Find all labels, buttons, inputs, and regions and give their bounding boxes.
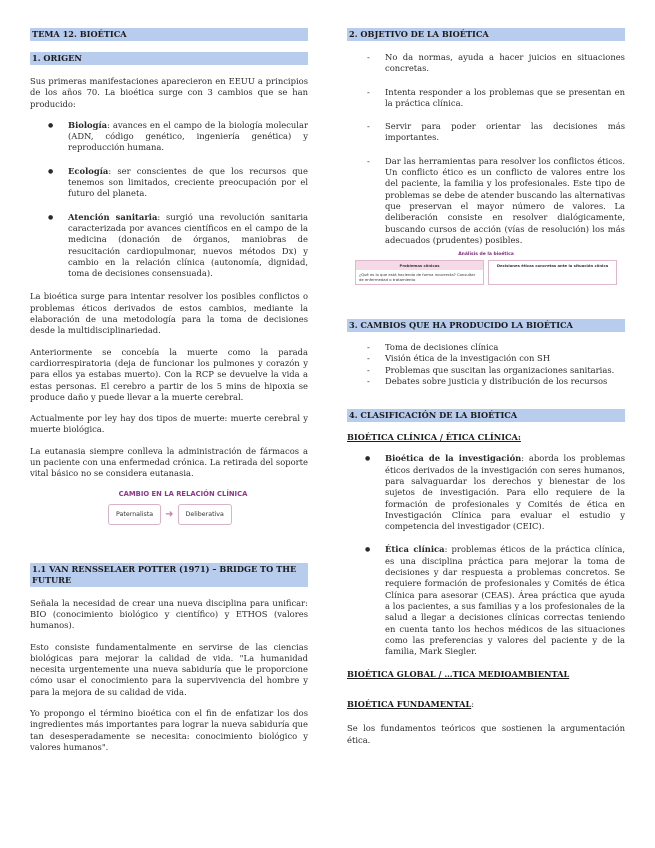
bullet-term: Ética clínica bbox=[385, 544, 445, 555]
bullet-text: : surgió una revolución sanitaria caracterizada por avances científicos en el campo de la medicina (donación de órganos, maniobras de resucitación cardiopulmonar, nuevos métodos Dx) y cambio en la relación clínica (autonomía, dignidad, toma de decisiones consensuada). bbox=[68, 211, 308, 279]
list-item bbox=[385, 544, 625, 657]
fundamental-paragraph: Se los fundamentos teóricos que sostienen la argumentación ética. bbox=[347, 723, 625, 745]
table-head: Problemas clínicos bbox=[356, 261, 483, 270]
origen-paragraph: La bioética surge para intentar resolver los posibles conflictos o problemas éticos derivados de estos cambios, mediante la elaboración de una metodología para la toma de decisiones desde la multidisciplinariedad. bbox=[30, 291, 308, 336]
bullet-text: : avances en el campo de la biología molecular (ADN, código genético, ingeniería genética) y reproducción humana. bbox=[68, 119, 308, 153]
list-item: - No da normas, ayuda a hacer juicios en situaciones concretas. bbox=[367, 52, 625, 75]
arrow-right-icon: ➜ bbox=[165, 508, 174, 520]
section-objetivo-header: 2. OBJETIVO DE LA BIOÉTICA bbox=[347, 28, 625, 41]
list-item bbox=[68, 166, 308, 200]
subheading-bioetica-clinica: BIOÉTICA CLÍNICA / ÉTICA CLÍNICA: bbox=[347, 432, 521, 443]
table-body: ¿Qué es lo que está haciendo de forma incorrecta? Consultar de enfermedad o tratamiento bbox=[359, 272, 476, 283]
table-head: Decisiones éticas concretas ante la situación clínica bbox=[489, 261, 616, 270]
section-potter-header: 1.1 VAN RENSSELAER POTTER (1971) – BRIDGE TO THE FUTURE bbox=[30, 563, 308, 587]
potter-paragraph: Esto consiste fundamentalmente en servirse de las ciencias biológicas para mejorar la calidad de vida. "La humanidad necesita urgentemente una nueva sabiduría que le proporcione cómo usar el conocimiento para la supervivencia del hombre y para la mejora de su calidad de vida. bbox=[30, 641, 308, 697]
subheading-bioetica-global: BIOÉTICA GLOBAL / …TICA MEDIOAMBIENTAL bbox=[347, 669, 570, 680]
list-item bbox=[68, 212, 308, 280]
list-item: - Problemas que suscitan las organizaciones sanitarias. bbox=[367, 365, 625, 376]
bullet-term: Bioética de la investigación bbox=[385, 453, 522, 464]
list-item bbox=[385, 453, 625, 532]
list-item: - Toma de decisiones clínica bbox=[367, 342, 625, 353]
list-item: - Intenta responder a los problemas que se presentan en la práctica clínica. bbox=[367, 87, 625, 110]
bullet-text: : aborda los problemas éticos derivados de la investigación con seres humanos, para salvaguardar los derechos y bienestar de los sujetos de investigación. Para ello requiere de la formación de profesionales y Comités de ética en Investigación Clínica para evaluar el estudio y competencia del investigador (CEIC). bbox=[385, 453, 626, 532]
objetivo-list bbox=[347, 52, 625, 246]
page-title: TEMA 12. BIOÉTICA bbox=[30, 28, 308, 41]
list-item: - Dar las herramientas para resolver los conflictos éticos. Un conflicto ético es un conflicto de valores entre los del paciente, la familia y los profesionales. Este tipo de problemas se debe de atender buscando las alternativas que preservan el mayor número de valores. La deliberación consiste en resolver dialógicamente, buscando cursos de acción (vías de resolución) los más adecuados (prudentes) posibles. bbox=[367, 156, 625, 246]
bullet-term: Biología bbox=[68, 119, 108, 130]
section-origen-header: 1. ORIGEN bbox=[30, 52, 308, 65]
diagram-title: CAMBIO EN LA RELACIÓN CLÍNICA bbox=[118, 489, 248, 498]
table-cell-right bbox=[488, 260, 617, 285]
colon: : bbox=[471, 699, 474, 710]
section-clasificacion-header: 4. CLASIFICACIÓN DE LA BIOÉTICA bbox=[347, 409, 625, 422]
diagram-box-paternalista: Paternalista bbox=[108, 504, 161, 525]
cambios-list bbox=[347, 342, 625, 387]
left-column bbox=[30, 28, 308, 763]
origen-paragraph: Actualmente por ley hay dos tipos de muerte: muerte cerebral y muerte biológica. bbox=[30, 413, 308, 435]
subheading-fundamental-row bbox=[347, 692, 625, 711]
clasificacion-bullet-list bbox=[347, 453, 625, 657]
right-column bbox=[347, 28, 625, 756]
clinical-relation-diagram bbox=[108, 490, 258, 525]
list-item: - Debates sobre justicia y distribución de los recursos bbox=[367, 376, 625, 387]
diagram-box-deliberativa: Deliberativa bbox=[178, 504, 232, 525]
section-cambios-header: 3. CAMBIOS QUE HA PRODUCIDO LA BIOÉTICA bbox=[347, 319, 625, 332]
origen-paragraph: La eutanasia siempre conlleva la administración de fármacos a un paciente con una enfermedad crónica. La retirada del soporte vital básico no se considera eutanasia. bbox=[30, 445, 308, 479]
list-item: - Visión ética de la investigación con SH bbox=[367, 353, 625, 364]
origen-bullet-list bbox=[30, 120, 308, 280]
origen-intro: Sus primeras manifestaciones aparecieron en EEUU a principios de los años 70. La bioética surge con 3 cambios que se han producido: bbox=[30, 76, 308, 109]
table-cell-left bbox=[355, 260, 484, 285]
bullet-term: Ecología bbox=[68, 165, 109, 176]
potter-paragraph: Yo propongo el término bioética con el fin de enfatizar los dos ingredientes más importantes para lograr la nueva sabiduría que tan desesperadamente se necesita: conocimiento biológico y valores humanos". bbox=[30, 707, 308, 752]
bullet-term: Atención sanitaria bbox=[68, 211, 158, 222]
subheading-bioetica-fundamental: BIOÉTICA FUNDAMENTAL bbox=[347, 699, 472, 710]
origen-paragraph: Anteriormente se concebía la muerte como la parada cardiorrespiratoria (deja de funcionar los pulmones y corazón y para ellos ya estabas muerto). Con la RCP se devuelve la vida a estas personas. El cerebro a partir de los 5 mins de hipoxia se produce daño y puede llevar a la muerte cerebral. bbox=[30, 346, 308, 402]
table-title: Análisis de la bioética bbox=[458, 252, 514, 258]
bullet-text: : ser conscientes de que los recursos que tenemos son limitados, creciente preocupación por el futuro del planeta. bbox=[68, 165, 308, 199]
bullet-text: : problemas éticos de la práctica clínica, es una disciplina práctica para mejorar la toma de decisiones y dar respuesta a problemas concretos. Se requiere formación de profesionales y Comités de ética Clínica para asesorar (CEAS). Área práctica que ayuda a los pacientes, a sus familias y a los profesionales de la salud a llegar a decisiones clínicas correctas teniendo en cuenta tanto los hechos médicos de las situaciones como las preferencias y valores del paciente y de la familia, Mark Siegler. bbox=[385, 544, 625, 657]
list-item: - Servir para poder orientar las decisiones más importantes. bbox=[367, 121, 625, 144]
potter-paragraph: Señala la necesidad de crear una nueva disciplina para unificar: BIO (conocimiento biológico y científico) y ETHOS (valores humanos). bbox=[30, 597, 308, 631]
bioethics-analysis-table bbox=[355, 252, 617, 285]
list-item bbox=[68, 120, 308, 154]
